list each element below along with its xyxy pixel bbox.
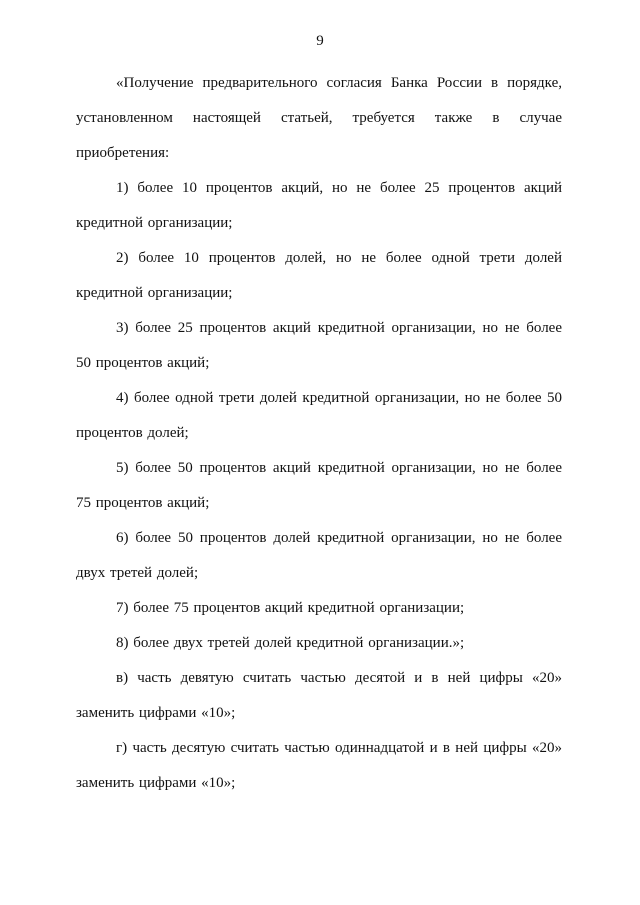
list-item-1: 1) более 10 процентов акций, но не более 25 процентов акций кредитной организации;	[76, 180, 562, 231]
list-item-3: 3) более 25 процентов акций кредитной организации, но не более 50 процентов акций;	[76, 320, 562, 371]
list-item-7: 7) более 75 процентов акций кредитной организации;	[116, 600, 465, 616]
subpoint-g: г) часть десятую считать частью одиннадцатой и в ней цифры «20» заменить цифрами «10»;	[76, 740, 562, 791]
list-item-6: 6) более 50 процентов долей кредитной организации, но не более двух третей долей;	[76, 530, 562, 581]
document-body	[76, 66, 562, 801]
page-number: 9	[316, 33, 324, 49]
subpoint-v: в) часть девятую считать частью десятой и в ней цифры «20» заменить цифрами «10»;	[76, 670, 562, 721]
intro-paragraph: «Получение предварительного согласия Банка России в порядке, установленном настоящей статьей, требуется также в случае приобретения:	[76, 75, 562, 161]
list-item-8: 8) более двух третей долей кредитной организации.»;	[116, 635, 465, 651]
list-item-5: 5) более 50 процентов акций кредитной организации, но не более 75 процентов акций;	[76, 460, 562, 511]
list-item-4: 4) более одной трети долей кредитной организации, но не более 50 процентов долей;	[76, 390, 562, 441]
list-item-2: 2) более 10 процентов долей, но не более одной трети долей кредитной организации;	[76, 250, 562, 301]
